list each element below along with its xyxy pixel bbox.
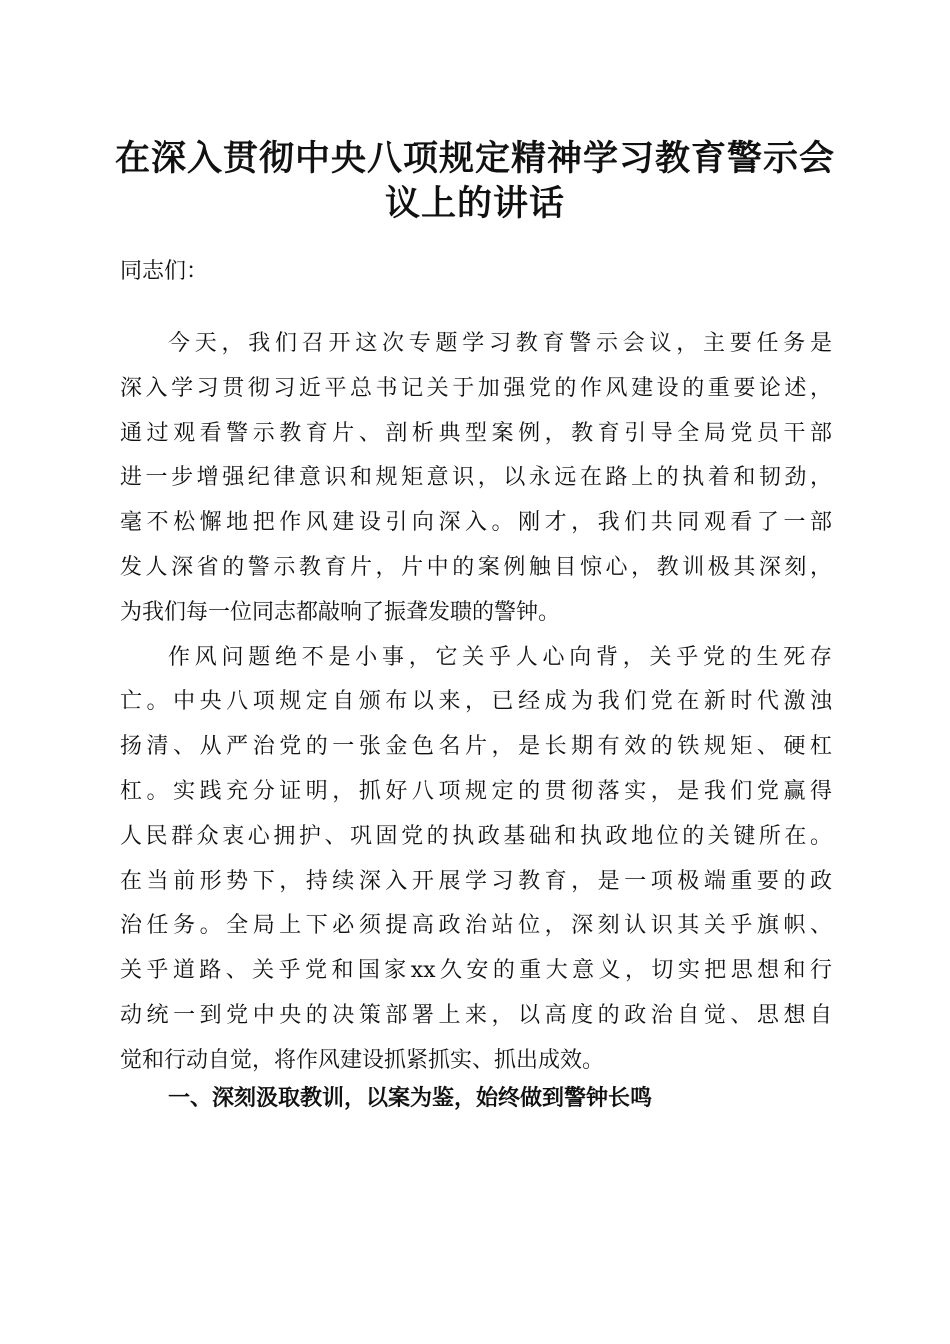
text-line: 在当前形势下，持续深入开展学习教育，是一项极端重要的政 (120, 868, 832, 894)
document-title (100, 136, 850, 226)
text-line: 扬清、从严治党的一张金色名片，是长期有效的铁规矩、硬杠 (120, 734, 832, 760)
text-line: 亡。中央八项规定自颁布以来，已经成为我们党在新时代激浊 (120, 689, 832, 715)
greeting: 同志们： (120, 259, 209, 284)
text-line: 为我们每一位同志都敲响了振聋发聩的警钟。 (120, 599, 561, 625)
document-body (120, 322, 832, 1084)
text-line: 通过观看警示教育片、剖析典型案例，教育引导全局党员干部 (120, 420, 832, 446)
section-heading: 一、深刻汲取教训，以案为鉴，始终做到警钟长鸣 (168, 1086, 653, 1111)
paragraph-2 (120, 636, 832, 1084)
text-line: 进一步增强纪律意识和规矩意识，以永远在路上的执着和韧劲， (120, 465, 832, 491)
text-line: 人民群众衷心拥护、巩固党的执政基础和执政地位的关键所在。 (120, 823, 832, 849)
text-line: 觉和行动自觉，将作风建设抓紧抓实、抓出成效。 (120, 1047, 605, 1073)
text-line: 杠。实践充分证明，抓好八项规定的贯彻落实，是我们党赢得 (120, 778, 832, 804)
text-line: 深入学习贯彻习近平总书记关于加强党的作风建设的重要论述， (120, 375, 832, 401)
text-line: 发人深省的警示教育片，片中的案例触目惊心，教训极其深刻， (120, 554, 832, 580)
title-line-1: 在深入贯彻中央八项规定精神学习教育警示会 (114, 138, 835, 179)
text-line: 动统一到党中央的决策部署上来，以高度的政治自觉、思想自 (120, 1002, 832, 1028)
title-line-2: 议上的讲话 (384, 183, 565, 224)
paragraph-1 (120, 322, 832, 636)
text-line: 治任务。全局上下必须提高政治站位，深刻认识其关乎旗帜、 (120, 913, 832, 939)
text-line: 今天，我们召开这次专题学习教育警示会议，主要任务是 (168, 331, 832, 356)
text-line: 作风问题绝不是小事，它关乎人心向背，关乎党的生死存 (168, 644, 832, 670)
text-line: 关乎道路、关乎党和国家xx久安的重大意义，切实把思想和行 (120, 958, 832, 984)
text-line: 毫不松懈地把作风建设引向深入。刚才，我们共同观看了一部 (120, 510, 832, 536)
